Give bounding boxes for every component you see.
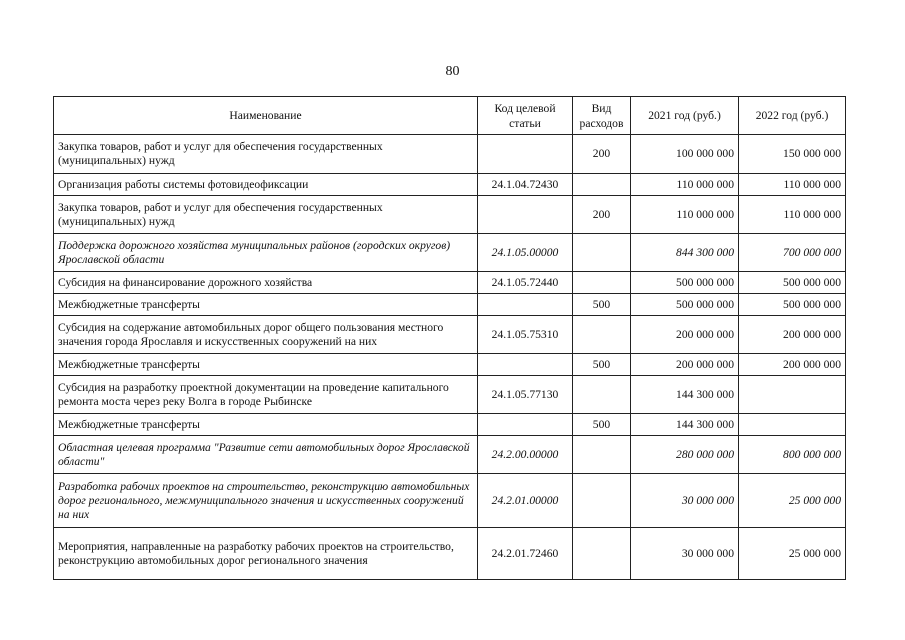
row-type	[573, 436, 631, 474]
row-2022: 500 000 000	[739, 272, 846, 294]
header-name: Наименование	[54, 97, 478, 135]
row-2021: 500 000 000	[631, 272, 739, 294]
table-header-row	[54, 97, 846, 135]
table-row	[54, 135, 846, 174]
row-name: Областная целевая программа "Развитие сети автомобильных дорог Ярославской области"	[54, 436, 478, 474]
row-2022	[739, 414, 846, 436]
row-2021: 144 300 000	[631, 376, 739, 414]
row-2021: 110 000 000	[631, 174, 739, 196]
row-code: 24.1.05.00000	[478, 234, 573, 272]
table-row	[54, 414, 846, 436]
row-2022: 25 000 000	[739, 528, 846, 580]
row-code: 24.1.05.72440	[478, 272, 573, 294]
row-code: 24.1.05.75310	[478, 316, 573, 354]
table-row	[54, 316, 846, 354]
header-2021: 2021 год (руб.)	[631, 97, 739, 135]
row-code	[478, 135, 573, 174]
row-type	[573, 316, 631, 354]
row-2022: 200 000 000	[739, 354, 846, 376]
row-2021: 144 300 000	[631, 414, 739, 436]
row-name: Субсидия на разработку проектной документации на проведение капитального ремонта моста через реку Волга в городе Рыбинске	[54, 376, 478, 414]
row-2021: 110 000 000	[631, 196, 739, 234]
row-type	[573, 272, 631, 294]
row-2021: 30 000 000	[631, 474, 739, 528]
row-code: 24.2.01.72460	[478, 528, 573, 580]
table-row	[54, 474, 846, 528]
row-2022: 110 000 000	[739, 196, 846, 234]
budget-table	[53, 96, 846, 580]
table-row	[54, 354, 846, 376]
row-name: Закупка товаров, работ и услуг для обеспечения государственных (муниципальных) нужд	[54, 196, 478, 234]
row-name: Субсидия на содержание автомобильных дорог общего пользования местного значения города Ярославля и искусственных сооружений на них	[54, 316, 478, 354]
row-code: 24.1.04.72430	[478, 174, 573, 196]
row-code	[478, 294, 573, 316]
row-2022: 700 000 000	[739, 234, 846, 272]
row-2021: 200 000 000	[631, 316, 739, 354]
row-2022	[739, 376, 846, 414]
row-name: Межбюджетные трансферты	[54, 354, 478, 376]
row-type	[573, 234, 631, 272]
row-name: Закупка товаров, работ и услуг для обеспечения государственных (муниципальных) нужд	[54, 135, 478, 174]
table-row	[54, 528, 846, 580]
row-2022: 800 000 000	[739, 436, 846, 474]
row-type: 500	[573, 354, 631, 376]
row-name: Организация работы системы фотовидеофиксации	[54, 174, 478, 196]
header-code: Код целевой статьи	[478, 97, 573, 135]
row-code: 24.1.05.77130	[478, 376, 573, 414]
page-number: 80	[445, 64, 460, 79]
table-row	[54, 272, 846, 294]
row-2022: 25 000 000	[739, 474, 846, 528]
row-name: Поддержка дорожного хозяйства муниципальных районов (городских округов) Ярославской области	[54, 234, 478, 272]
table-row	[54, 174, 846, 196]
row-type: 200	[573, 196, 631, 234]
row-2021: 30 000 000	[631, 528, 739, 580]
row-2021: 100 000 000	[631, 135, 739, 174]
row-2022: 500 000 000	[739, 294, 846, 316]
table-row	[54, 436, 846, 474]
row-name: Межбюджетные трансферты	[54, 414, 478, 436]
row-2022: 200 000 000	[739, 316, 846, 354]
row-code	[478, 414, 573, 436]
row-2021: 500 000 000	[631, 294, 739, 316]
row-code	[478, 196, 573, 234]
table-row	[54, 294, 846, 316]
row-type	[573, 174, 631, 196]
row-code	[478, 354, 573, 376]
row-type: 200	[573, 135, 631, 174]
header-2022: 2022 год (руб.)	[739, 97, 846, 135]
row-code: 24.2.00.00000	[478, 436, 573, 474]
table-row	[54, 376, 846, 414]
row-2021: 844 300 000	[631, 234, 739, 272]
row-name: Межбюджетные трансферты	[54, 294, 478, 316]
row-type	[573, 474, 631, 528]
row-2022: 110 000 000	[739, 174, 846, 196]
row-2021: 200 000 000	[631, 354, 739, 376]
row-name: Субсидия на финансирование дорожного хозяйства	[54, 272, 478, 294]
row-2022: 150 000 000	[739, 135, 846, 174]
table-row	[54, 234, 846, 272]
row-name: Разработка рабочих проектов на строительство, реконструкцию автомобильных дорог регионального, межмуниципального значения и искусственных сооружений на них	[54, 474, 478, 528]
row-type: 500	[573, 414, 631, 436]
row-type	[573, 376, 631, 414]
table-row	[54, 196, 846, 234]
header-type: Вид расходов	[573, 97, 631, 135]
row-type: 500	[573, 294, 631, 316]
row-2021: 280 000 000	[631, 436, 739, 474]
row-name: Мероприятия, направленные на разработку рабочих проектов на строительство, реконструкцию автомобильных дорог регионального значения	[54, 528, 478, 580]
row-type	[573, 528, 631, 580]
row-code: 24.2.01.00000	[478, 474, 573, 528]
